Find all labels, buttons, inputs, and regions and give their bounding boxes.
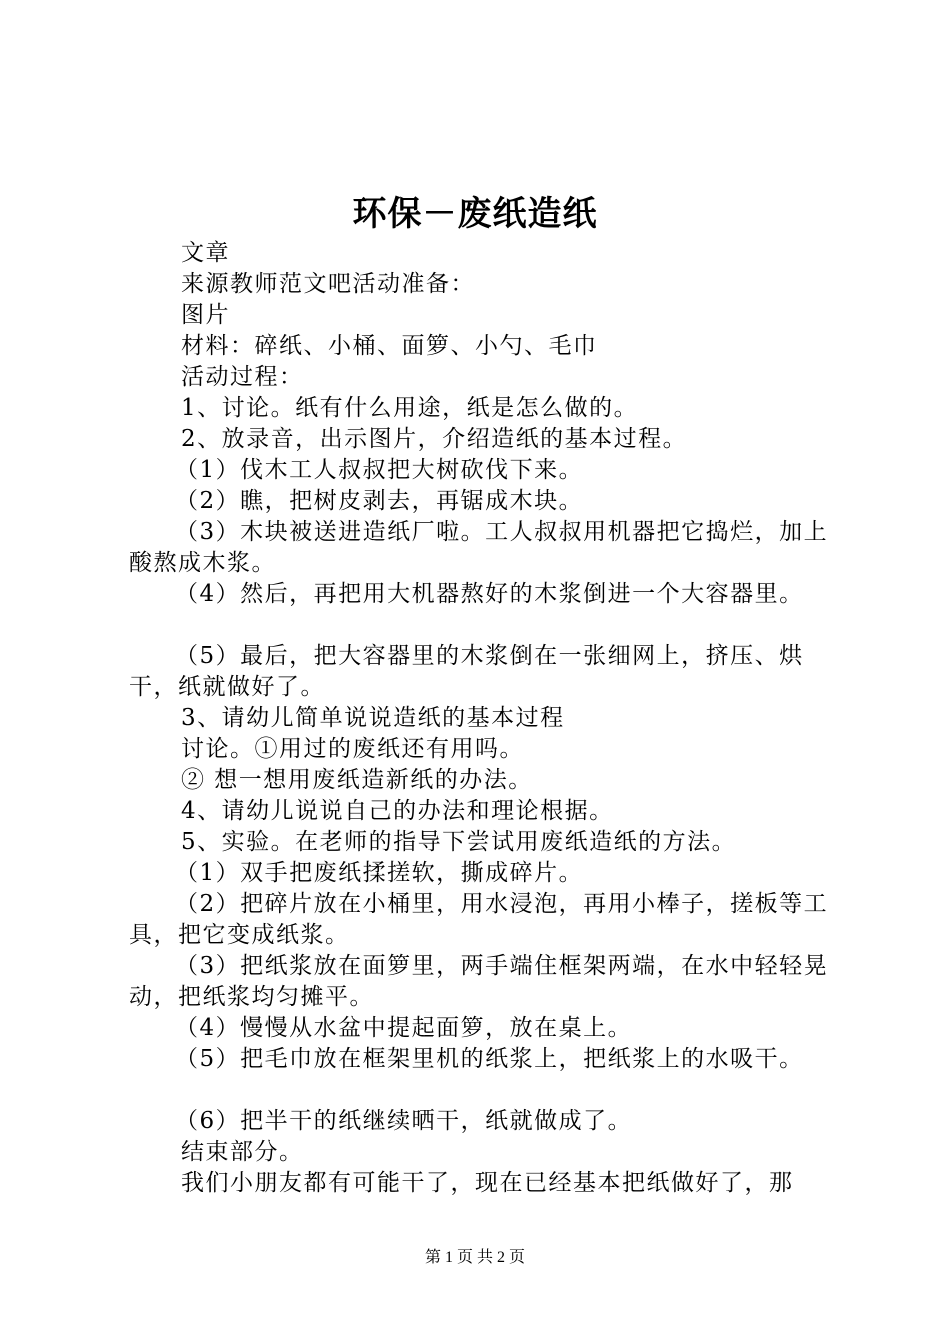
paragraph: 5、实验。在老师的指导下尝试用废纸造纸的方法。 (181, 829, 737, 855)
paragraph: 文章 (181, 240, 230, 266)
document-body (129, 238, 831, 1199)
paragraph: 结束部分。 (181, 1139, 304, 1165)
paragraph: 材料：碎纸、小桶、面箩、小勺、毛巾 (181, 333, 598, 359)
paragraph: 讨论。①用过的废纸还有用吗。 (181, 736, 524, 762)
paragraph: 3、请幼儿简单说说造纸的基本过程 (181, 705, 565, 731)
paragraph: （4）然后，再把用大机器熬好的木浆倒进一个大容器里。 (175, 581, 804, 607)
paragraph: （4）慢慢从水盆中提起面箩，放在桌上。 (175, 1015, 633, 1041)
paragraph: 1、讨论。纸有什么用途，纸是怎么做的。 (181, 395, 639, 421)
paragraph: （2）瞧，把树皮剥去，再锯成木块。 (175, 488, 584, 514)
paragraph: （1）双手把废纸揉搓软，撕成碎片。 (175, 860, 584, 886)
paragraph: （2）把碎片放在小桶里，用水浸泡，再用小棒子，搓板等工具，把它变成纸浆。 (129, 891, 829, 948)
paragraph: 活动过程： (181, 364, 304, 390)
paragraph: （1）伐木工人叔叔把大树砍伐下来。 (175, 457, 584, 483)
paragraph: 4、请幼儿说说自己的办法和理论根据。 (181, 798, 614, 824)
paragraph: 来源教师范文吧活动准备： (181, 271, 475, 297)
document-title: 环保－废纸造纸 (352, 194, 598, 234)
paragraph: ② 想一想用废纸造新纸的办法。 (181, 767, 533, 793)
paragraph: 图片 (181, 302, 230, 328)
paragraph: （3）把纸浆放在面箩里，两手端住框架两端，在水中轻轻晃动，把纸浆均匀摊平。 (129, 953, 829, 1010)
blank-line (129, 1075, 831, 1106)
blank-line (129, 610, 831, 641)
page-number-footer: 第 1 页 共 2 页 (424, 1249, 525, 1266)
paragraph: （5）把毛巾放在框架里机的纸浆上，把纸浆上的水吸干。 (175, 1046, 804, 1072)
paragraph: （6）把半干的纸继续晒干，纸就做成了。 (175, 1108, 633, 1134)
paragraph: 我们小朋友都有可能干了，现在已经基本把纸做好了，那 (181, 1170, 794, 1196)
paragraph: （5）最后，把大容器里的木浆倒在一张细网上，挤压、烘干，纸就做好了。 (129, 643, 804, 700)
paragraph: （3）木块被送进造纸厂啦。工人叔叔用机器把它捣烂，加上酸熬成木浆。 (129, 519, 829, 576)
paragraph: 2、放录音，出示图片，介绍造纸的基本过程。 (181, 426, 688, 452)
